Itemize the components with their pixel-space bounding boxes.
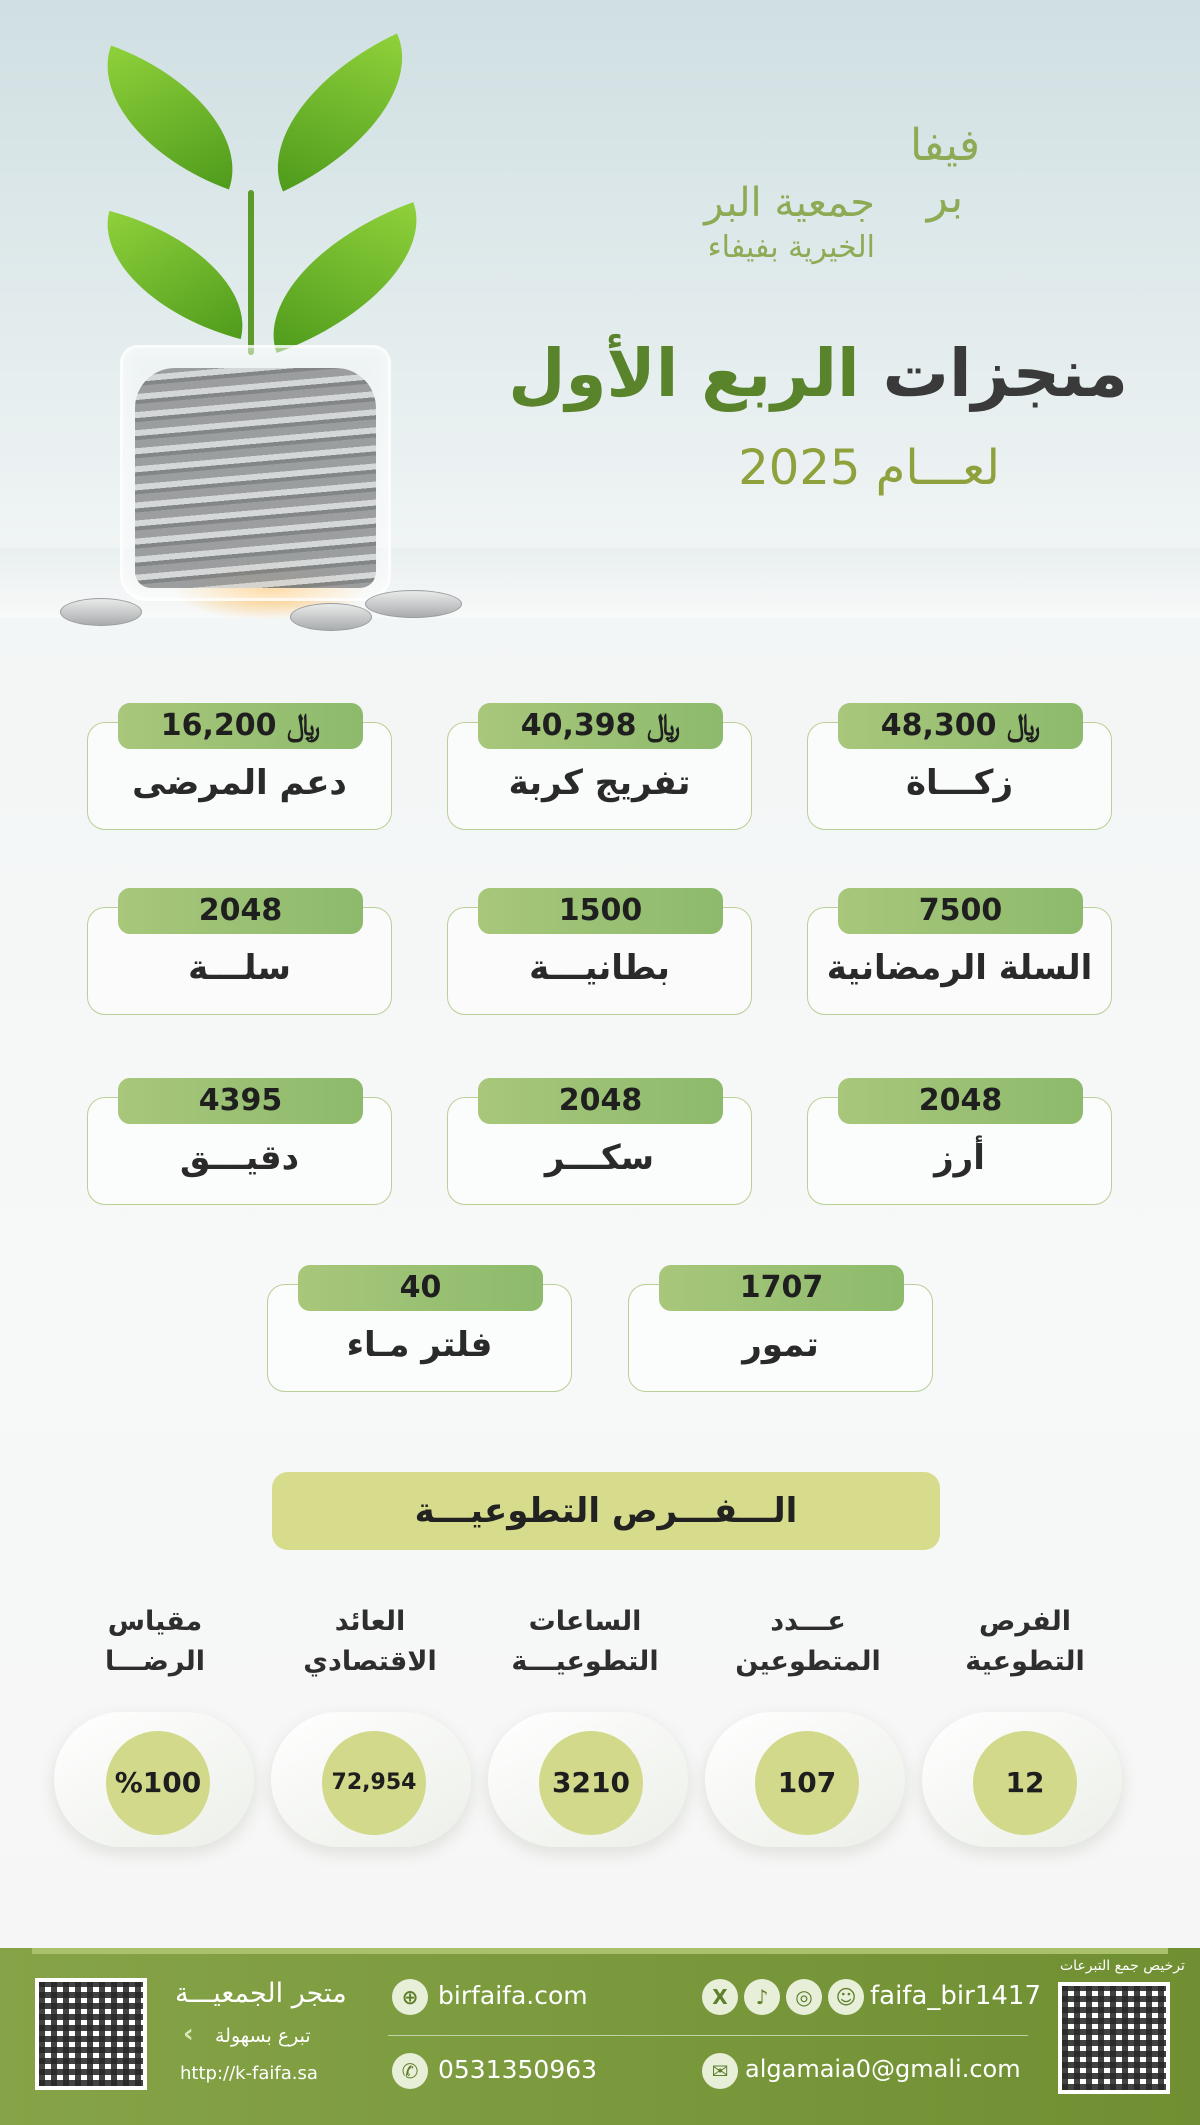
stat-label-line2: المتطوعين [735,1646,881,1677]
stat-label-line1: عـــدد [770,1606,846,1637]
plant-stem [248,190,254,355]
logo-line2: الخيرية بفيفاء [707,230,875,265]
card-value: 48,300 ﷼ [838,703,1083,749]
instagram-icon[interactable]: ◎ [786,1979,822,2015]
footer [0,1948,1200,2125]
license-qr-code[interactable] [1058,1982,1170,2094]
card-label: فلتر مـاء [346,1325,493,1365]
stat-label [940,1602,1110,1682]
card-label: دعم المرضى [132,763,347,803]
card-label: سلـــة [188,948,291,988]
social-handle[interactable]: faifa_bir1417 [870,1981,1041,2011]
title-part2: الربع الأول [508,335,860,412]
footer-divider [388,2035,1028,2036]
stat-label-line2: الاقتصادي [303,1646,437,1677]
page-subtitle: لعـــام 2025 [738,440,1000,496]
store-url[interactable]: http://k-faifa.sa [180,2063,318,2084]
achievement-card [87,1083,392,1205]
stat-value: 107 [755,1731,859,1835]
stat-label-line2: الرضـــا [104,1646,206,1677]
x-twitter-icon[interactable]: X [702,1979,738,2015]
title-part1: منجزات [882,335,1128,412]
leaf-top-right [243,34,437,192]
stat-label-line1: مقياس [107,1606,203,1637]
leaf-mid-right [244,202,446,353]
card-value: 2048 [478,1078,723,1124]
card-value: 2048 [118,888,363,934]
card-label: تفريج كربة [508,763,691,803]
coin-jar [120,345,391,601]
stat-value: 72,954 [322,1731,426,1835]
phone-number[interactable]: 0531350963 [438,2055,598,2084]
globe-icon: ⊕ [392,1979,428,2015]
stat-value: 3210 [539,1731,643,1835]
email-icon: ✉ [702,2053,738,2089]
tiktok-icon[interactable]: ♪ [744,1979,780,2015]
coin [365,590,462,618]
hero-section [0,0,1200,640]
stat-label [723,1602,893,1682]
license-text: ترخيص جمع التبرعات [1060,1958,1185,1974]
leaf-top-left [79,46,262,190]
achievement-card [447,1083,752,1205]
card-value: 1500 [478,888,723,934]
card-label: دقيـــق [179,1138,300,1178]
card-label: بطانيـــة [529,948,670,988]
stat-label-line2: التطوعية [965,1646,1085,1677]
card-label: سكـــر [544,1138,655,1178]
email-address[interactable]: algamaia0@gmali.com [745,2055,1021,2083]
coin [60,598,142,626]
achievement-card [807,1083,1112,1205]
card-value: 40 [298,1265,543,1311]
achievement-card [447,893,752,1015]
card-label: السلة الرمضانية [826,948,1093,988]
logo-mark: فيفا بر [910,120,980,223]
whatsapp-icon: ✆ [392,2053,428,2089]
achievement-card [807,708,1112,830]
store-qr-code[interactable] [35,1978,147,2090]
card-value: 4395 [118,1078,363,1124]
stat-label-line1: العائد [334,1606,406,1637]
stat-label [500,1602,670,1682]
stat-label-line2: التطوعيـــة [511,1646,659,1677]
volunteer-banner: الـــفـــرص التطوعيـــة [272,1472,940,1550]
chevron-left-icon: ‹ [183,2019,194,2049]
stat-label [285,1602,455,1682]
coin [290,603,372,631]
card-label: تمور [742,1325,819,1365]
logo [690,80,990,290]
achievement-card [267,1270,572,1392]
stat-value: 12 [973,1731,1077,1835]
card-value: 7500 [838,888,1083,934]
card-label: أرز [934,1138,985,1178]
achievement-card [87,893,392,1015]
card-value: 2048 [838,1078,1083,1124]
card-label: زكـــاة [905,763,1014,803]
store-subtitle: تبرع بسهولة [215,2025,311,2047]
leaf-mid-left [86,211,264,339]
stat-label [70,1602,240,1682]
achievement-card [87,708,392,830]
card-value: 16,200 ﷼ [118,703,363,749]
stat-label-line1: الفرص [979,1606,1071,1637]
store-title: متجر الجمعيـــة [175,1978,347,2009]
coins-stack [135,368,376,588]
stat-label-line1: الساعات [528,1606,642,1637]
card-value: 1707 [659,1265,904,1311]
achievement-card [447,708,752,830]
footer-accent-line [32,1948,1168,1954]
card-value: 40,398 ﷼ [478,703,723,749]
stat-value: %100 [106,1731,210,1835]
achievement-card [807,893,1112,1015]
snapchat-icon[interactable]: ☺ [828,1979,864,2015]
website-link[interactable]: birfaifa.com [438,1981,588,2010]
logo-line1: جمعية البر [704,180,875,226]
page-title [508,335,1128,412]
achievement-card [628,1270,933,1392]
